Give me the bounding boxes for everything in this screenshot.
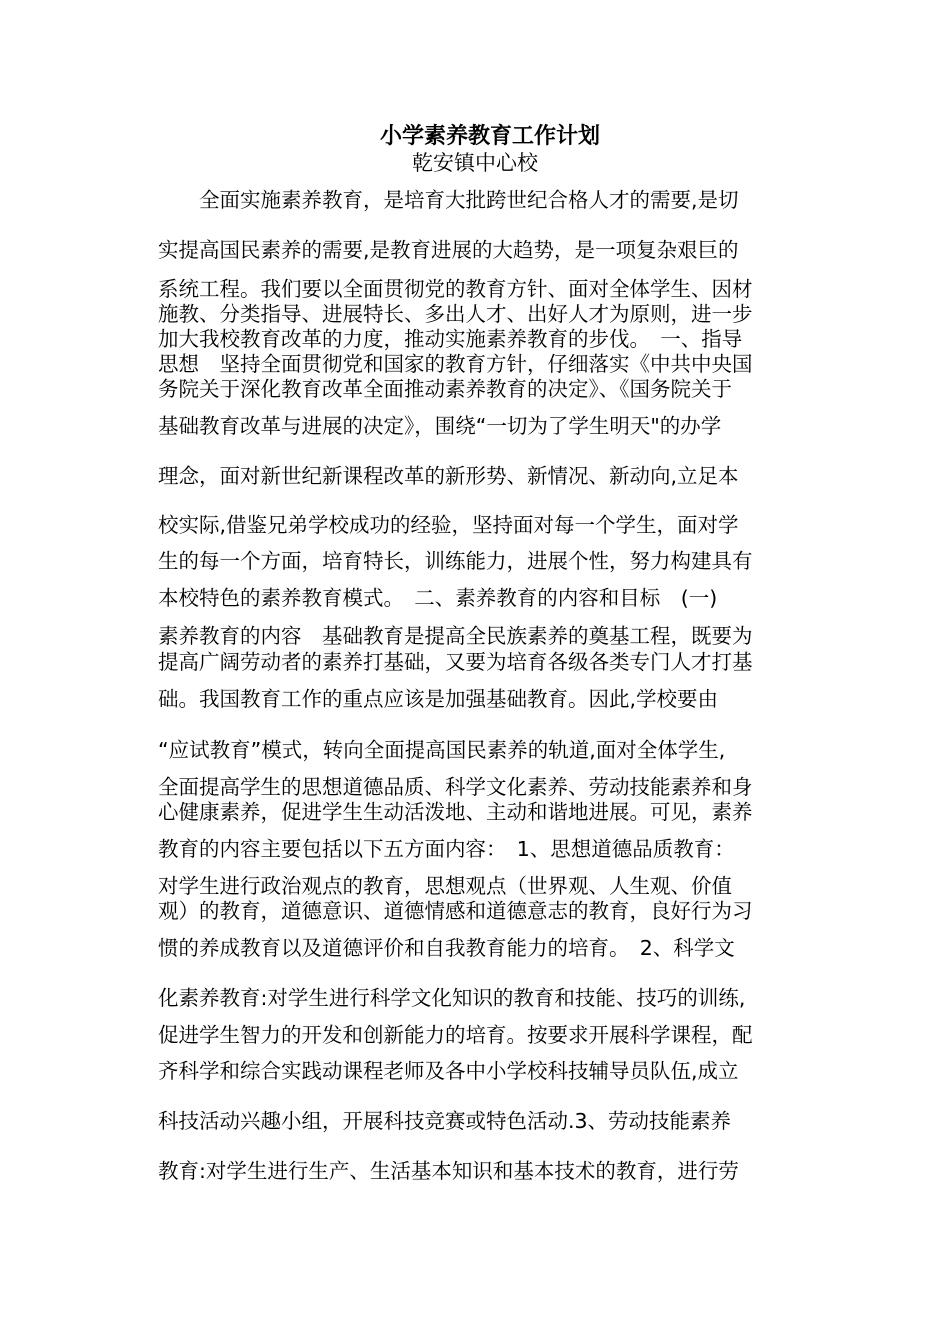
paragraph-line: 思想 坚持全面贯彻党和国家的教育方针，仔细落实《中共中央国 (158, 352, 753, 376)
paragraph-line: 实提高国民素养的需要,是教育进展的大趋势，是一项复杂艰巨的 (158, 238, 739, 262)
paragraph-line: 对学生进行政治观点的教育，思想观点（世界观、人生观、价值 (158, 874, 732, 898)
paragraph-line: 础。我国教育工作的重点应该是加强基础教育。因此,学校要由 (158, 687, 719, 711)
paragraph-line: 务院关于深化教育改革全面推动素养教育的决定》、《国务院关于 (158, 377, 732, 401)
paragraph-line: 校实际,借鉴兄弟学校成功的经验，坚持面对每一个学生，面对学 (158, 513, 739, 537)
paragraph-line: 素养教育的内容 基础教育是提高全民族素养的奠基工程，既要为 (158, 624, 753, 648)
paragraph-line: “应试教育”模式，转向全面提高国民素养的轨道,面对全体学生, (158, 738, 726, 762)
paragraph-line: 科技活动兴趣小组，开展科技竞赛或特色活动.3、劳动技能素养 (158, 1109, 732, 1133)
paragraph-line: 化素养教育:对学生进行科学文化知识的教育和技能、技巧的训练, (158, 986, 746, 1010)
paragraph-line: 全面提高学生的思想道德品质、科学文化素养、劳动技能素养和身 (158, 775, 753, 799)
paragraph-line: 全面实施素养教育，是培育大批跨世纪合格人才的需要,是切 (158, 188, 739, 212)
paragraph-line: 观）的教育，道德意识、道德情感和道德意志的教育，良好行为习 (158, 899, 753, 923)
paragraph-line: 教育的内容主要包括以下五方面内容： 1、思想道德品质教育： (158, 837, 735, 861)
paragraph-line: 齐科学和综合实践动课程老师及各中小学校科技辅导员队伍,成立 (158, 1059, 739, 1083)
paragraph-line: 惯的养成教育以及道德评价和自我教育能力的培育。 2、科学文 (158, 936, 735, 960)
paragraph-line: 教育:对学生进行生产、生活基本知识和基本技术的教育，进行劳 (158, 1159, 739, 1183)
paragraph-line: 促进学生智力的开发和创新能力的培育。按要求开展科学课程，配 (158, 1023, 753, 1047)
document-subtitle: 乾安镇中心校 (412, 151, 538, 175)
paragraph-line: 提高广阔劳动者的素养打基础，又要为培育各级各类专门人才打基 (158, 650, 753, 674)
document-title: 小学素养教育工作计划 (379, 124, 600, 149)
paragraph-line: 生的每一个方面，培育特长，训练能力，进展个性，努力构建具有 (158, 549, 753, 573)
paragraph-line: 施教、分类指导、进展特长、多出人才、出好人才为原则，进一步 (158, 302, 753, 326)
paragraph-line: 系统工程。我们要以全面贯彻党的教育方针、面对全体学生、因材 (158, 277, 753, 301)
paragraph-line: 本校特色的素养教育模式。 二、素养教育的内容和目标 (一) (158, 586, 718, 610)
paragraph-line: 理念，面对新世纪新课程改革的新形势、新情况、新动向,立足本 (158, 464, 739, 488)
paragraph-line: 心健康素养，促进学生生动活泼地、主动和谐地进展。可见，素养 (158, 800, 753, 824)
paragraph-line: 基础教育改革与进展的决定》，围绕“一切为了学生明天"的办学 (158, 414, 722, 438)
paragraph-line: 加大我校教育改革的力度，推动实施素养教育的步伐。 一、指导 (158, 327, 743, 351)
